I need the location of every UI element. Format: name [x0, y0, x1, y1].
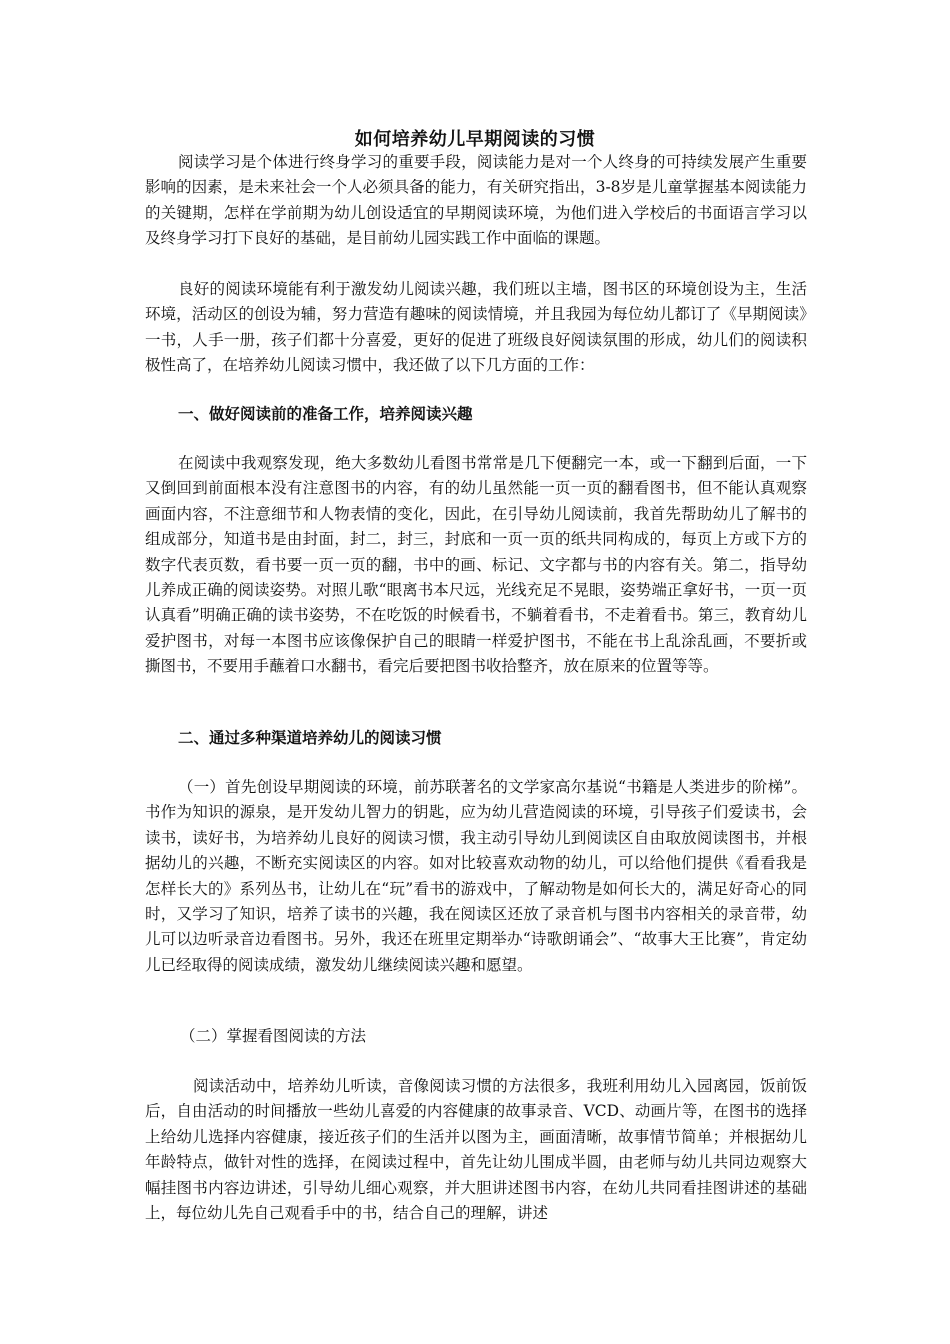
paragraph-picture-reading: 阅读活动中，培养幼儿听读，音像阅读习惯的方法很多，我班利用幼儿入园离园，饭前饭后，自由活动的时间播放一些幼儿喜爱的内容健康的故事录音、VCD、动画片等，在图书的选择上给幼儿选择内容健康，接近孩子们的生活并以图为主，画面清晰，故事情节简单；并根据幼儿年龄特点，做针对性的选择，在阅读过程中，首先让幼儿围成半圆，由老师与幼儿共同边观察大幅挂图书内容边讲述，引导幼儿细心观察，并大胆讲述图书内容，在幼儿共同看挂图讲述的基础上，每位幼儿先自己观看手中的书，结合自己的理解，讲述 [145, 1077, 807, 1223]
paragraph-environment: 良好的阅读环境能有利于激发幼儿阅读兴趣，我们班以主墙，图书区的环境创设为主，生活环境，活动区的创设为辅，努力营造有趣味的阅读情境，并且我园为每位幼儿都订了《早期阅读》一书，人手一册，孩子们都十分喜爱，更好的促进了班级良好阅读氛围的形成，幼儿们的阅读积极性高了，在培养幼儿阅读习惯中，我还做了以下几方面的工作： [145, 280, 807, 375]
paragraph-reading-environment: （一）首先创设早期阅读的环境，前苏联著名的文学家高尔基说“书籍是人类进步的阶梯”。书作为知识的源泉，是开发幼儿智力的钥匙，应为幼儿营造阅读的环境，引导孩子们爱读书，会读书，读好书，为培养幼儿良好的阅读习惯，我主动引导幼儿到阅读区自由取放阅读图书，并根据幼儿的兴趣，不断充实阅读区的内容。如对比较喜欢动物的幼儿，可以给他们提供《看看我是怎样长大的》系列丛书，让幼儿在“玩”看书的游戏中，了解动物是如何长大的，满足好奇心的同时，又学习了知识，培养了读书的兴趣，我在阅读区还放了录音机与图书内容相关的录音带，幼儿可以边听录音边看图书。另外，我还在班里定期举办“诗歌朗诵会”、“故事大王比赛”，肯定幼儿已经取得的阅读成绩，激发幼儿继续阅读兴趣和愿望。 [145, 778, 807, 974]
document-title: 如何培养幼儿早期阅读的习惯 [354, 129, 596, 150]
section-heading-2: 二、通过多种渠道培养幼儿的阅读习惯 [178, 728, 442, 747]
section-heading-1: 一、做好阅读前的准备工作，培养阅读兴趣 [178, 404, 473, 423]
subsection-heading-2: （二）掌握看图阅读的方法 [180, 1027, 367, 1045]
paragraph-preparation: 在阅读中我观察发现，绝大多数幼儿看图书常常是几下便翻完一本，或一下翻到后面，一下又倒回到前面根本没有注意图书的内容，有的幼儿虽然能一页一页的翻看图书，但不能认真观察画面内容，不注意细节和人物表情的变化，因此，在引导幼儿阅读前，我首先帮助幼儿了解书的组成部分，知道书是由封面，封二，封三，封底和一页一页的纸共同构成的，每页上方或下方的数字代表页数，看书要一页一页的翻，书中的画、标记、文字都与书的内容有关。第二，指导幼儿养成正确的阅读姿势。对照儿歌“眼离书本尺远，光线充足不晃眼，姿势端正拿好书，一页一页认真看”明确正确的读书姿势，不在吃饭的时候看书，不躺着看书，不走着看书。第三，教育幼儿爱护图书，对每一本图书应该像保护自己的眼睛一样爱护图书，不能在书上乱涂乱画，不要折或撕图书，不要用手蘸着口水翻书，看完后要把图书收拾整齐，放在原来的位置等等。 [145, 454, 807, 676]
paragraph-intro: 阅读学习是个体进行终身学习的重要手段，阅读能力是对一个人终身的可持续发展产生重要影响的因素，是未来社会一个人必须具备的能力，有关研究指出，3-8岁是儿童掌握基本阅读能力的关键期，怎样在学前期为幼儿创设适宜的早期阅读环境，为他们进入学校后的书面语言学习以及终身学习打下良好的基础，是目前幼儿园实践工作中面临的课题。 [145, 153, 807, 248]
